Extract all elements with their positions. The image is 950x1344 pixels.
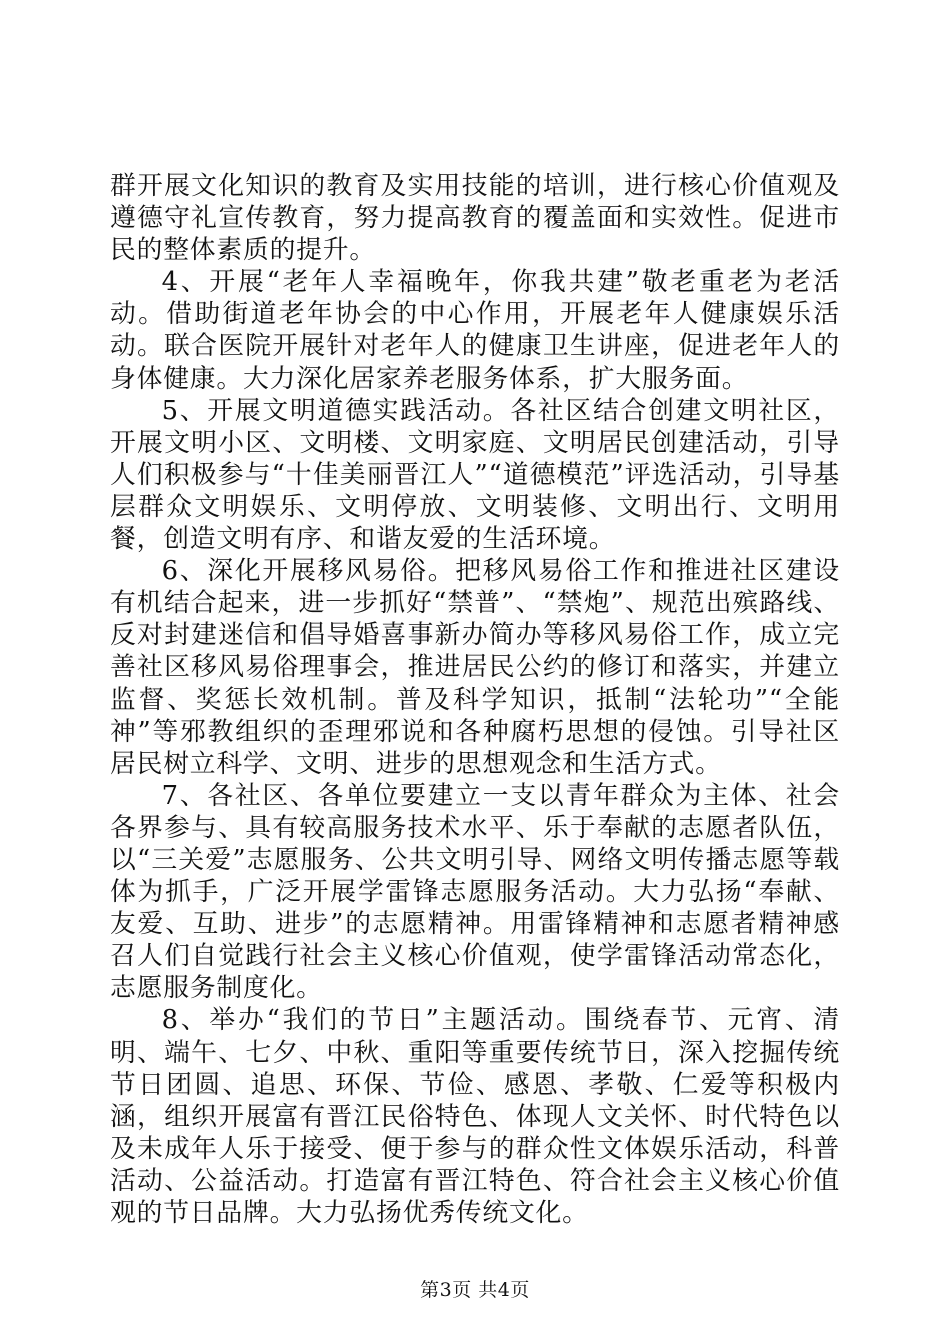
paragraph-item-5: 5、开展文明道德实践活动。各社区结合创建文明社区，开展文明小区、文明楼、文明家庭、文明居民创建活动，引导人们积极参与“十佳美丽晋江人”“道德模范”评选活动，引导基层群众文明娱乐、文明停放、文明装修、文明出行、文明用餐，创造文明有序、和谐友爱的生活环境。 — [110, 395, 840, 555]
page-number-footer: 第3页 共4页 — [420, 1279, 530, 1301]
paragraph-item-7: 7、各社区、各单位要建立一支以青年群众为主体、社会各界参与、具有较高服务技术水平、乐于奉献的志愿者队伍，以“三关爱”志愿服务、公共文明引导、网络文明传播志愿等载体为抓手，广泛开展学雷锋志愿服务活动。大力弘扬“奉献、友爱、互助、进步”的志愿精神。用雷锋精神和志愿者精神感召人们自觉践行社会主义核心价值观，使学雷锋活动常态化，志愿服务制度化。 — [110, 780, 840, 1004]
document-body — [110, 170, 840, 1229]
paragraph-item-4: 4、开展“老年人幸福晚年，你我共建”敬老重老为老活动。借助街道老年协会的中心作用，开展老年人健康娱乐活动。联合医院开展针对老年人的健康卫生讲座，促进老年人的身体健康。大力深化居家养老服务体系，扩大服务面。 — [110, 267, 840, 394]
paragraph-item-8: 8、举办“我们的节日”主题活动。围绕春节、元宵、清明、端午、七夕、中秋、重阳等重要传统节日，深入挖掘传统节日团圆、追思、环保、节俭、感恩、孝敬、仁爱等积极内涵，组织开展富有晋江民俗特色、体现人文关怀、时代特色以及未成年人乐于接受、便于参与的群众性文体娱乐活动，科普活动、公益活动。打造富有晋江特色、符合社会主义核心价值观的节日品牌。大力弘扬优秀传统文化。 — [110, 1005, 840, 1228]
paragraph-continuation: 群开展文化知识的教育及实用技能的培训，进行核心价值观及遵德守礼宣传教育，努力提高教育的覆盖面和实效性。促进市民的整体素质的提升。 — [110, 171, 840, 266]
paragraph-item-6: 6、深化开展移风易俗。把移风易俗工作和推进社区建设有机结合起来，进一步抓好“禁普”、“禁炮”、规范出殡路线、反对封建迷信和倡导婚喜事新办简办等移风易俗工作，成立完善社区移风易俗理事会，推进居民公约的修订和落实，并建立监督、奖惩长效机制。普及科学知识，抵制“法轮功”“全能神”等邪教组织的歪理邪说和各种腐朽思想的侵蚀。引导社区居民树立科学、文明、进步的思想观念和生活方式。 — [110, 556, 840, 779]
